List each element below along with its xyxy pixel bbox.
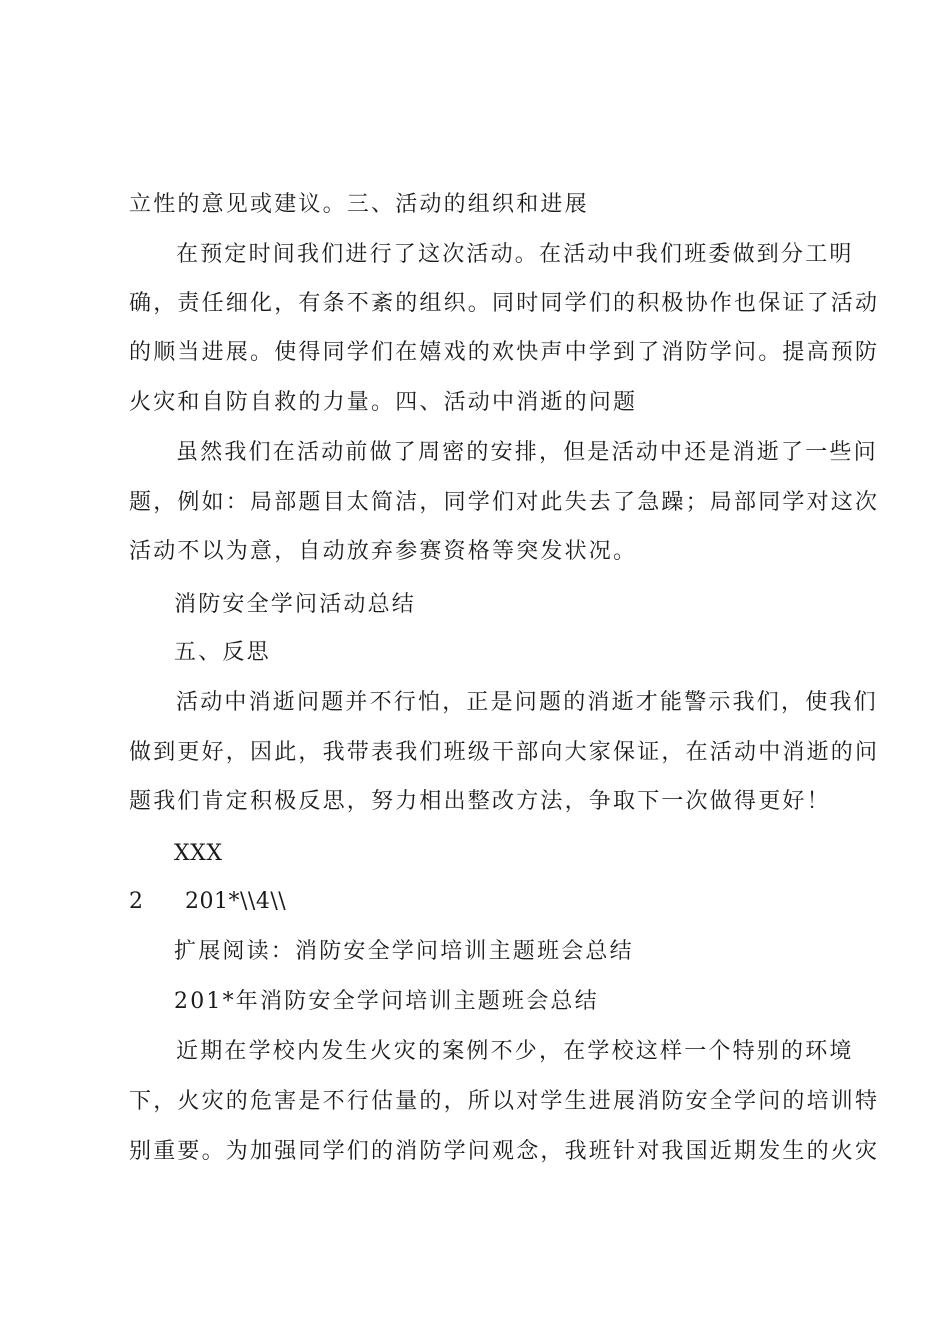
extended-reading-heading: 扩展阅读：消防安全学问培训主题班会总结 xyxy=(174,939,634,964)
text-line: 的顺当进展。使得同学们在嬉戏的欢快声中学到了消防学问。提高预防 xyxy=(129,340,880,365)
text-line: 别重要。为加强同学们的消防学问观念，我班针对我国近期发生的火灾 xyxy=(129,1139,880,1164)
text-line: 确，责任细化，有条不紊的组织。同时同学们的积极协作也保证了活动 xyxy=(129,291,880,316)
text-line: 题我们肯定积极反思，努力相出整改方法，争取下一次做得更好！ xyxy=(129,789,831,814)
paragraph-first-line: 在预定时间我们进行了这次活动。在活动中我们班委做到分工明 xyxy=(176,242,854,267)
document-subtitle: 201*年消防安全学问培训主题班会总结 xyxy=(174,989,599,1014)
text-line: 题，例如：局部题目太简洁，同学们对此失去了急躁；局部同学对这次 xyxy=(129,490,880,515)
date-number: 2 xyxy=(129,889,144,914)
text-line: 立性的意见或建议。三、活动的组织和进展 xyxy=(129,192,589,217)
text-line: 火灾和自防自救的力量。四、活动中消逝的问题 xyxy=(129,390,638,415)
text-line: 做到更好，因此，我带表我们班级干部向大家保证，在活动中消逝的问 xyxy=(129,740,880,765)
text-line: 下，火灾的危害是不行估量的，所以对学生进展消防安全学问的培训特 xyxy=(129,1089,880,1114)
paragraph-first-line: 近期在学校内发生火灾的案例不少，在学校这样一个特别的环境 xyxy=(176,1039,854,1064)
signature: XXX xyxy=(174,841,223,866)
paragraph-first-line: 活动中消逝问题并不行怕，正是问题的消逝才能警示我们，使我们 xyxy=(176,690,878,715)
text-line: 活动不以为意，自动放弃参赛资格等突发状况。 xyxy=(129,539,638,564)
paragraph-first-line: 虽然我们在活动前做了周密的安排，但是活动中还是消逝了一些问 xyxy=(176,440,878,465)
section-heading: 消防安全学问活动总结 xyxy=(174,592,417,617)
date: 201*\\4\\ xyxy=(185,889,287,914)
section-heading: 五、反思 xyxy=(174,640,271,665)
